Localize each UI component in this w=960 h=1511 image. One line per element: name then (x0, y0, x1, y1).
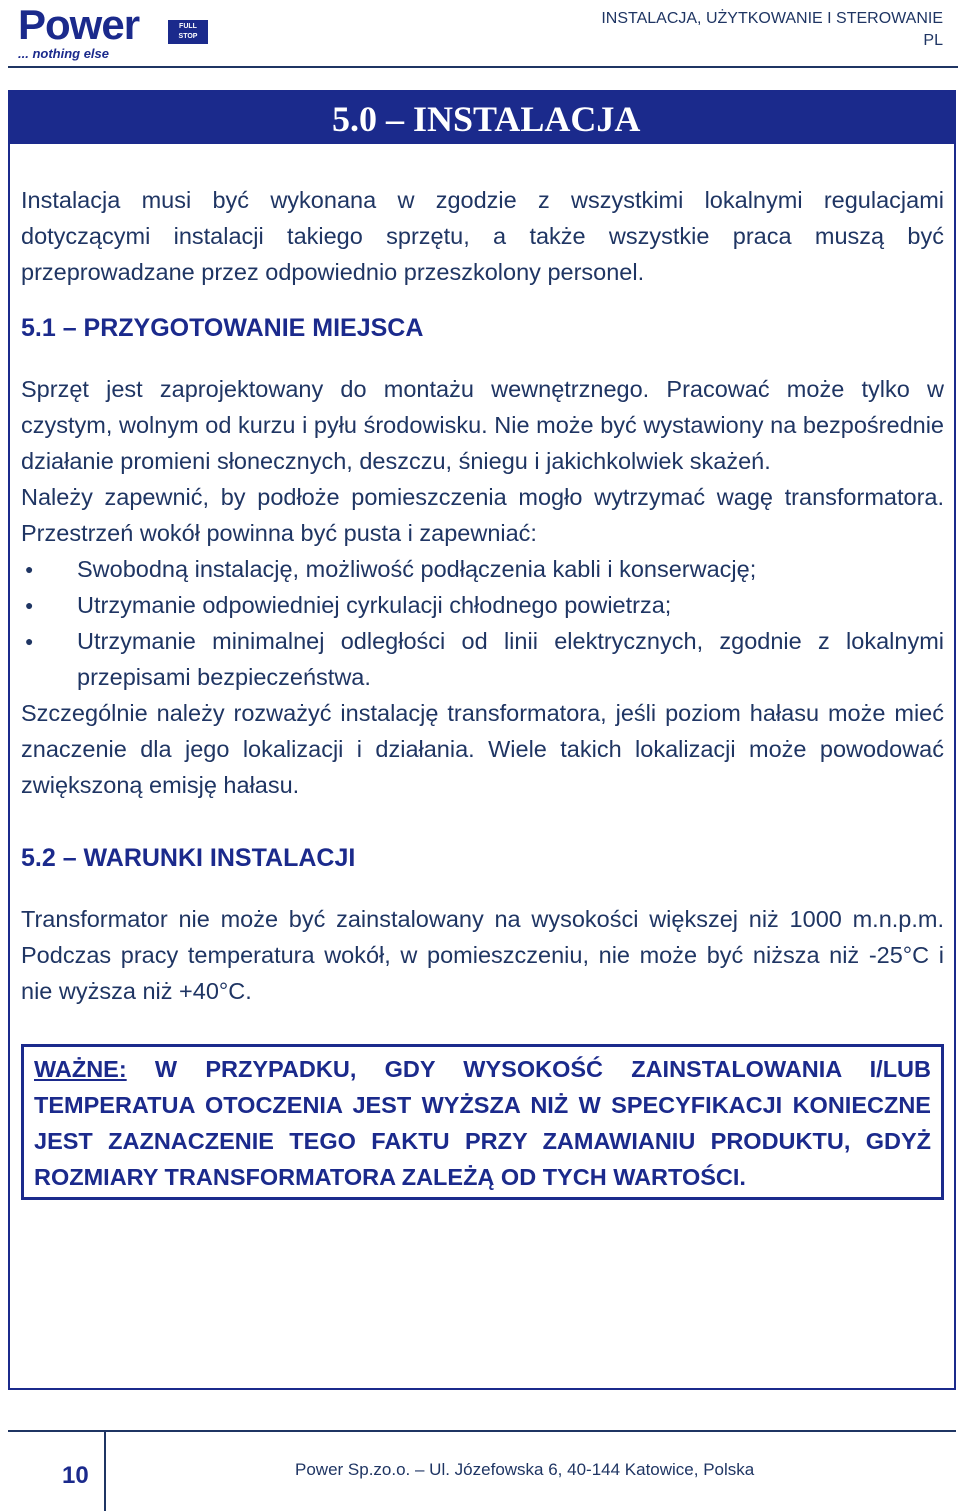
page-number: 10 (62, 1462, 89, 1489)
section-content (21, 182, 944, 1200)
section-title-bar (10, 92, 954, 144)
site-prep-paragraph-2: Należy zapewnić, by podłoże pomieszczenia mogło wytrzymać wagę transformatora. Przestrzeń wokół powinna być pusta i zapewniać: (21, 484, 944, 546)
header-divider (8, 66, 958, 68)
site-prep-paragraph-3: Szczególnie należy rozważyć instalację transformatora, jeśli poziom hałasu może mieć znaczenie dla jego lokalizacji i działania. Wiele takich lokalizacji może powodować zwiększoną emisję hałasu. (21, 700, 944, 798)
logo-badge-top: FULL (179, 23, 197, 30)
site-prep-paragraph-1: Sprzęt jest zaprojektowany do montażu wewnętrznego. Pracować może tylko w czystym, wolnym od kurzu i pyłu środowisku. Nie może być wystawiony na bezpośrednie działanie promieni słonecznych, deszczu, śniegu i jakichkolwiek skażeń. (21, 376, 944, 474)
section-frame (8, 90, 956, 1390)
list-item: ● Swobodną instalację, możliwość podłączenia kabli i konserwację; (21, 551, 944, 587)
heading-installation-conditions: 5.2 – WARUNKI INSTALACJI (21, 844, 356, 872)
header-doc-info (601, 8, 943, 52)
important-label: WAŻNE: (34, 1056, 127, 1082)
logo-tagline: ... nothing else (18, 46, 110, 61)
logo-badge (168, 20, 208, 44)
logo-wordmark: Power (18, 1, 140, 48)
page-header (0, 0, 960, 70)
important-notice-box (21, 1044, 944, 1200)
important-text: W PRZYPADKU, GDY WYSOKOŚĆ ZAINSTALOWANIA I/LUB TEMPERATUA OTOCZENIA JEST WYŻSZA NIŻ W SPECYFIKACJI KONIECZNE JEST ZAZNACZENIE TEGO FAKTU PRZY ZAMAWIANIU PRODUKTU, GDYŻ ROZMIARY TRANSFORMATORA ZALEŻĄ OD TYCH WARTOŚCI. (34, 1056, 931, 1190)
bullet-icon: ● (25, 561, 34, 577)
bullet-icon: ● (25, 597, 34, 613)
list-item: ● Utrzymanie odpowiedniej cyrkulacji chłodnego powietrza; (21, 587, 944, 623)
company-address: Power Sp.zo.o. – Ul. Józefowska 6, 40-144 Katowice, Polska (295, 1460, 755, 1479)
power-logo (18, 1, 198, 62)
footer-divider (8, 1430, 956, 1432)
bullet-icon: ● (25, 633, 34, 649)
doc-language: PL (923, 32, 943, 49)
conditions-paragraph: Transformator nie może być zainstalowany na wysokości większej niż 1000 m.n.p.m. Podczas pracy temperatura wokół, w pomieszczeniu, nie może być niższa niż -25°C i nie wyższa niż +40°C. (21, 906, 944, 1004)
intro-paragraph: Instalacja musi być wykonana w zgodzie z wszystkimi lokalnymi regulacjami dotyczącymi instalacji takiego sprzętu, a także wszystkie praca muszą być przeprowadzane przez odpowiednio przeszkolony personel. (21, 187, 944, 285)
heading-site-preparation: 5.1 – PRZYGOTOWANIE MIEJSCA (21, 314, 424, 342)
requirements-list (21, 551, 944, 695)
logo-badge-bottom: STOP (178, 33, 198, 40)
doc-title: INSTALACJA, UŻYTKOWANIE I STEROWANIE (601, 10, 943, 27)
footer-vertical-divider (104, 1430, 106, 1511)
section-title: 5.0 – INSTALACJA (332, 99, 641, 139)
list-item: ● Utrzymanie minimalnej odległości od linii elektrycznych, zgodnie z lokalnymi przepisami bezpieczeństwa. (21, 623, 944, 695)
